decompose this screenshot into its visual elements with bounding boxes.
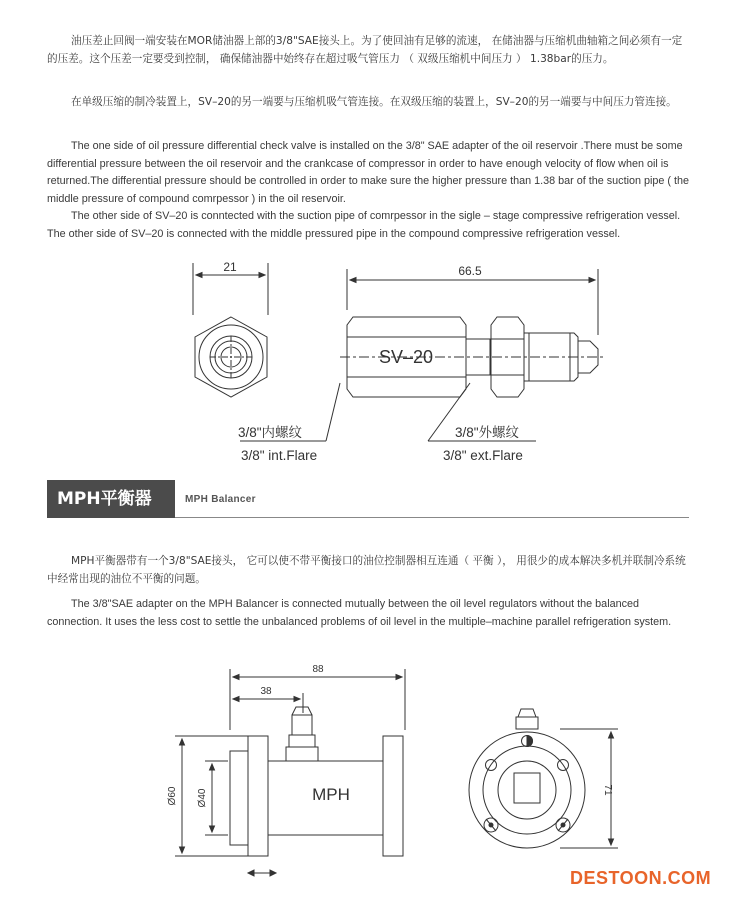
mph-total-length: 88 — [312, 664, 324, 675]
hex-width-dimension — [193, 260, 268, 315]
hex-width-value: 21 — [223, 260, 237, 274]
mph-zh-text: MPH平衡器带有一个3/8"SAE接头， 它可以使不带平衡接口的油位控制器相互连通（ 平衡 ）， 用很少的成本解决多机并联制冷系统中经常出现的油位不平衡的问题。 — [47, 555, 686, 585]
mph-drawing — [0, 655, 743, 885]
sv20-zh-paragraph-1 — [47, 33, 689, 68]
mph-inner-diameter: Ø40 — [197, 788, 208, 808]
mph-label: MPH — [312, 785, 350, 804]
mph-length-dimensions — [230, 664, 405, 730]
sv20-en-text-1: The one side of oil pressure differential check valve is installed on the 3/8" SAE adapter of the oil reservoir .There must be some differential pressure between the oil reservoir and the crankcase of compressor in order to have enough velocity of flow when oil is returned.The differential pressure should be controlled in order to make sure the higher pressure than 1.38 bar of the suction pipe ( the middle pressure of compound comrpessor ) in the oil reservoir. — [47, 140, 689, 205]
sv20-drawing — [0, 255, 743, 470]
length-dimension — [347, 264, 598, 335]
sv20-en-paragraph-1 — [47, 138, 689, 208]
int-flare-label-en: 3/8" int.Flare — [241, 448, 318, 463]
valve-label: SV–20 — [378, 347, 434, 367]
section-divider — [175, 517, 689, 518]
mph-en-paragraph — [47, 596, 689, 631]
section-title: MPH平衡器 — [47, 480, 175, 518]
mph-port-offset: 38 — [260, 686, 272, 697]
sv20-zh-paragraph-2 — [47, 94, 689, 112]
ext-flare-label-en: 3/8" ext.Flare — [443, 448, 523, 463]
mph-zh-paragraph — [47, 553, 689, 588]
sv20-zh-text-1: 油压差止回阀一端安装在MOR储油器上部的3/8"SAE接头上。为了使回油有足够的流速， 在储油器与压缩机曲轴箱之间必须有一定的压差。这个压差一定要受到控制， 确保储油器中始终存在超过吸气管压力 （ 双级压缩机中间压力 ） 1.38bar的压力。 — [47, 35, 683, 65]
mph-side-view — [167, 707, 403, 876]
length-value: 66.5 — [458, 264, 482, 278]
ext-flare-label-zh: 3/8"外螺纹 — [455, 425, 520, 440]
hex-end-view — [195, 317, 267, 397]
mph-en-text: The 3/8"SAE adapter on the MPH Balancer is connected mutually between the oil level regulators without the balanced connection. It uses the less cost to settle the unbalanced problems of oil level in the multiple–machine parallel refrigeration system. — [47, 598, 672, 628]
sv20-en-paragraph-2 — [47, 208, 689, 243]
section-subtitle: MPH Balancer — [185, 494, 256, 505]
thread-callouts — [238, 383, 536, 463]
sv20-en-text-2: The other side of SV–20 is conntected with the suction pipe of comrpessor in the sigle – stage compressive refrigeration vessel. The other side of SV–20 is connected with the middle pressured pipe in the compound compressive refrigeration vessel. — [47, 210, 681, 240]
site-watermark: DESTOON.COM — [570, 868, 712, 888]
mph-section-header — [47, 480, 689, 520]
mph-end-view — [469, 709, 618, 848]
mph-height: 71 — [602, 784, 613, 796]
valve-side-view — [340, 317, 606, 397]
sv20-zh-text-2: 在单级压缩的制冷装置上，SV–20的另一端要与压缩机吸气管连接。在双级压缩的装置上，SV–20的另一端要与中间压力管连接。 — [71, 96, 677, 108]
int-flare-label-zh: 3/8"内螺纹 — [238, 425, 303, 440]
mph-outer-diameter: Ø60 — [167, 786, 178, 806]
